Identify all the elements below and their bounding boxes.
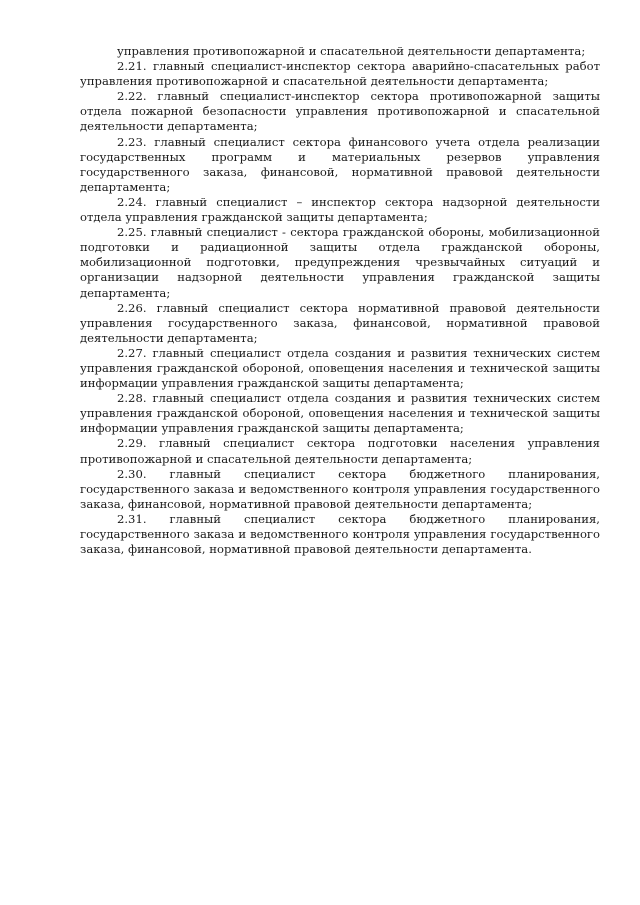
document-body — [80, 44, 600, 557]
paragraph-2-22: 2.22. главный специалист-инспектор сектора противопожарной защиты отдела пожарной безопасности управления противопожарной и спасательной деятельности департамента; — [80, 89, 600, 134]
paragraph-2-27: 2.27. главный специалист отдела создания и развития технических систем управления гражданской обороной, оповещения населения и технической защиты информации управления гражданской защиты департамента; — [80, 345, 600, 391]
paragraph-2-24: 2.24. главный специалист – инспектор сектора надзорной деятельности отдела управления гражданской защиты департамента; — [80, 194, 600, 225]
paragraph-continuation: управления противопожарной и спасательной деятельности департамента; — [117, 44, 586, 58]
paragraph-2-31: 2.31. главный специалист сектора бюджетного планирования, государственного заказа и ведомственного контроля управления государственного заказа, финансовой, нормативной правовой деятельности департамента. — [80, 511, 600, 557]
paragraph-2-21: 2.21. главный специалист-инспектор сектора аварийно-спасательных работ управления противопожарной и спасательной деятельности департамента; — [80, 59, 600, 89]
paragraph-2-25: 2.25. главный специалист - сектора гражданской обороны, мобилизационной подготовки и радиационной защиты отдела гражданской обороны, мобилизационной подготовки, предупреждения чрезвычайных ситуаций и организации надзорной деятельности управления гражданской защиты департамента; — [80, 225, 600, 300]
paragraph-2-23: 2.23. главный специалист сектора финансового учета отдела реализации государственных программ и материальных резервов управления государственного заказа, финансовой, нормативной правовой деятельности департамента; — [80, 134, 600, 194]
paragraph-2-29: 2.29. главный специалист сектора подготовки населения управления противопожарной и спасательной деятельности департамента; — [80, 436, 600, 466]
paragraph-2-30: 2.30. главный специалист сектора бюджетного планирования, государственного заказа и ведомственного контроля управления государственного заказа, финансовой, нормативной правовой деятельности департамента; — [80, 466, 600, 511]
paragraph-2-26: 2.26. главный специалист сектора нормативной правовой деятельности управления государственного заказа, финансовой, нормативной правовой деятельности департамента; — [80, 300, 600, 345]
paragraph-2-28: 2.28. главный специалист отдела создания и развития технических систем управления гражданской обороной, оповещения населения и технической защиты информации управления гражданской защиты департамента; — [80, 391, 600, 436]
